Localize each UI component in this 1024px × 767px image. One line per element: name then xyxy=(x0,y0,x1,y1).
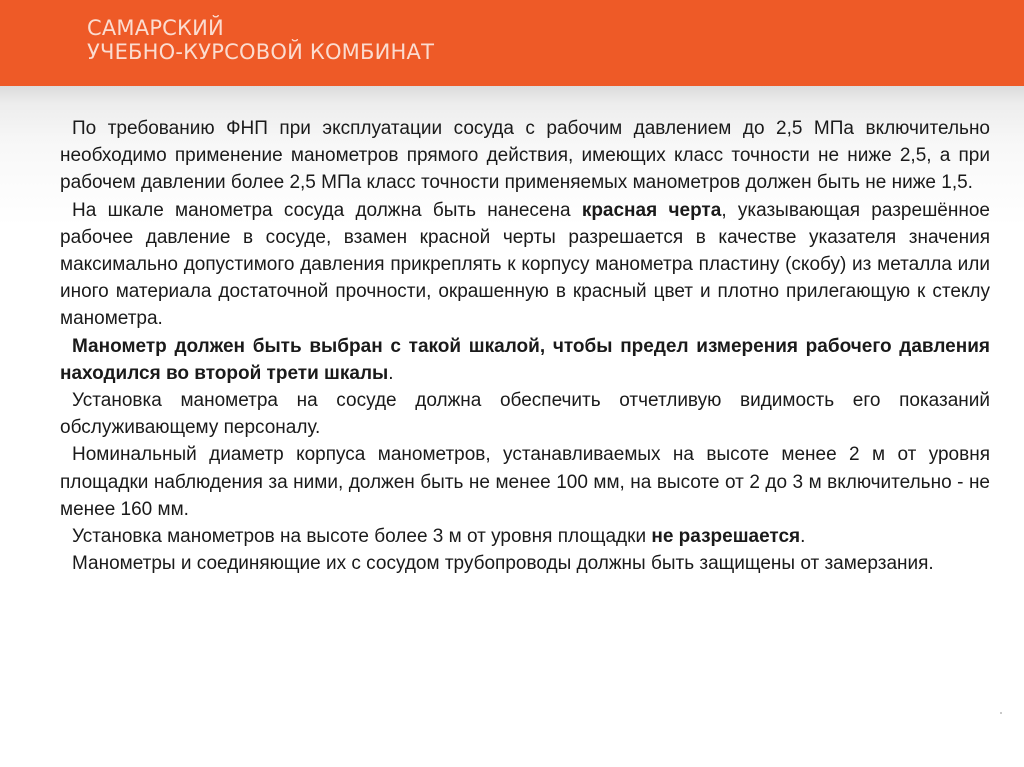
header-bar xyxy=(0,0,1024,86)
text-segment: Установка манометров на высоте более 3 м от уровня площадки xyxy=(72,526,652,548)
text-segment: . xyxy=(388,362,394,384)
text-segment: Манометры и соединяющие их с сосудом трубопроводы должны быть защищены от замерзания. xyxy=(72,553,934,575)
decorative-dot xyxy=(1000,712,1002,714)
paragraph-4 xyxy=(60,387,990,441)
brand-line-2: УЧЕБНО-КУРСОВОЙ КОМБИНАТ xyxy=(87,40,435,64)
document-text xyxy=(60,115,990,577)
brand-line-1: САМАРСКИЙ xyxy=(87,16,224,40)
text-segment: , указывающая разрешённое рабочее давление в сосуде, взамен красной черты разрешается в качестве указателя значения максимально допустимого давления прикреплять к корпусу манометра пластину (скобу) из металла или иного материала достаточной прочности, окрашенную в красный цвет и плотно прилегающую к стеклу манометра. xyxy=(60,199,990,330)
text-segment: На шкале манометра сосуда должна быть нанесена xyxy=(72,199,582,221)
bold-text-segment: Манометр должен быть выбран с такой шкалой, чтобы предел измерения рабочего давления находился во второй трети шкалы xyxy=(60,335,990,384)
paragraph-6 xyxy=(60,523,990,550)
brand-logo-text xyxy=(87,16,434,64)
text-segment: По требованию ФНП при эксплуатации сосуда с рабочим давлением до 2,5 МПа включительно необходимо применение манометров прямого действия, имеющих класс точности не ниже 2,5, а при рабочем давлении более 2,5 МПа класс точности применяемых манометров должен быть не ниже 1,5. xyxy=(60,118,990,194)
text-segment: . xyxy=(800,526,806,548)
text-segment: Номинальный диаметр корпуса манометров, устанавливаемых на высоте менее 2 м от уровня площадки наблюдения за ними, должен быть не менее 100 мм, на высоте от 2 до 3 м включительно - не менее 160 мм. xyxy=(60,444,990,520)
paragraph-2 xyxy=(60,197,990,333)
text-segment: Установка манометра на сосуде должна обеспечить отчетливую видимость его показаний обслуживающему персоналу. xyxy=(60,390,990,439)
bold-text-segment: красная черта xyxy=(581,199,722,221)
paragraph-5 xyxy=(60,441,990,523)
paragraph-1 xyxy=(60,115,990,197)
paragraph-7 xyxy=(60,550,990,577)
paragraph-3 xyxy=(60,333,990,387)
bold-text-segment: не разрешается xyxy=(651,526,801,548)
